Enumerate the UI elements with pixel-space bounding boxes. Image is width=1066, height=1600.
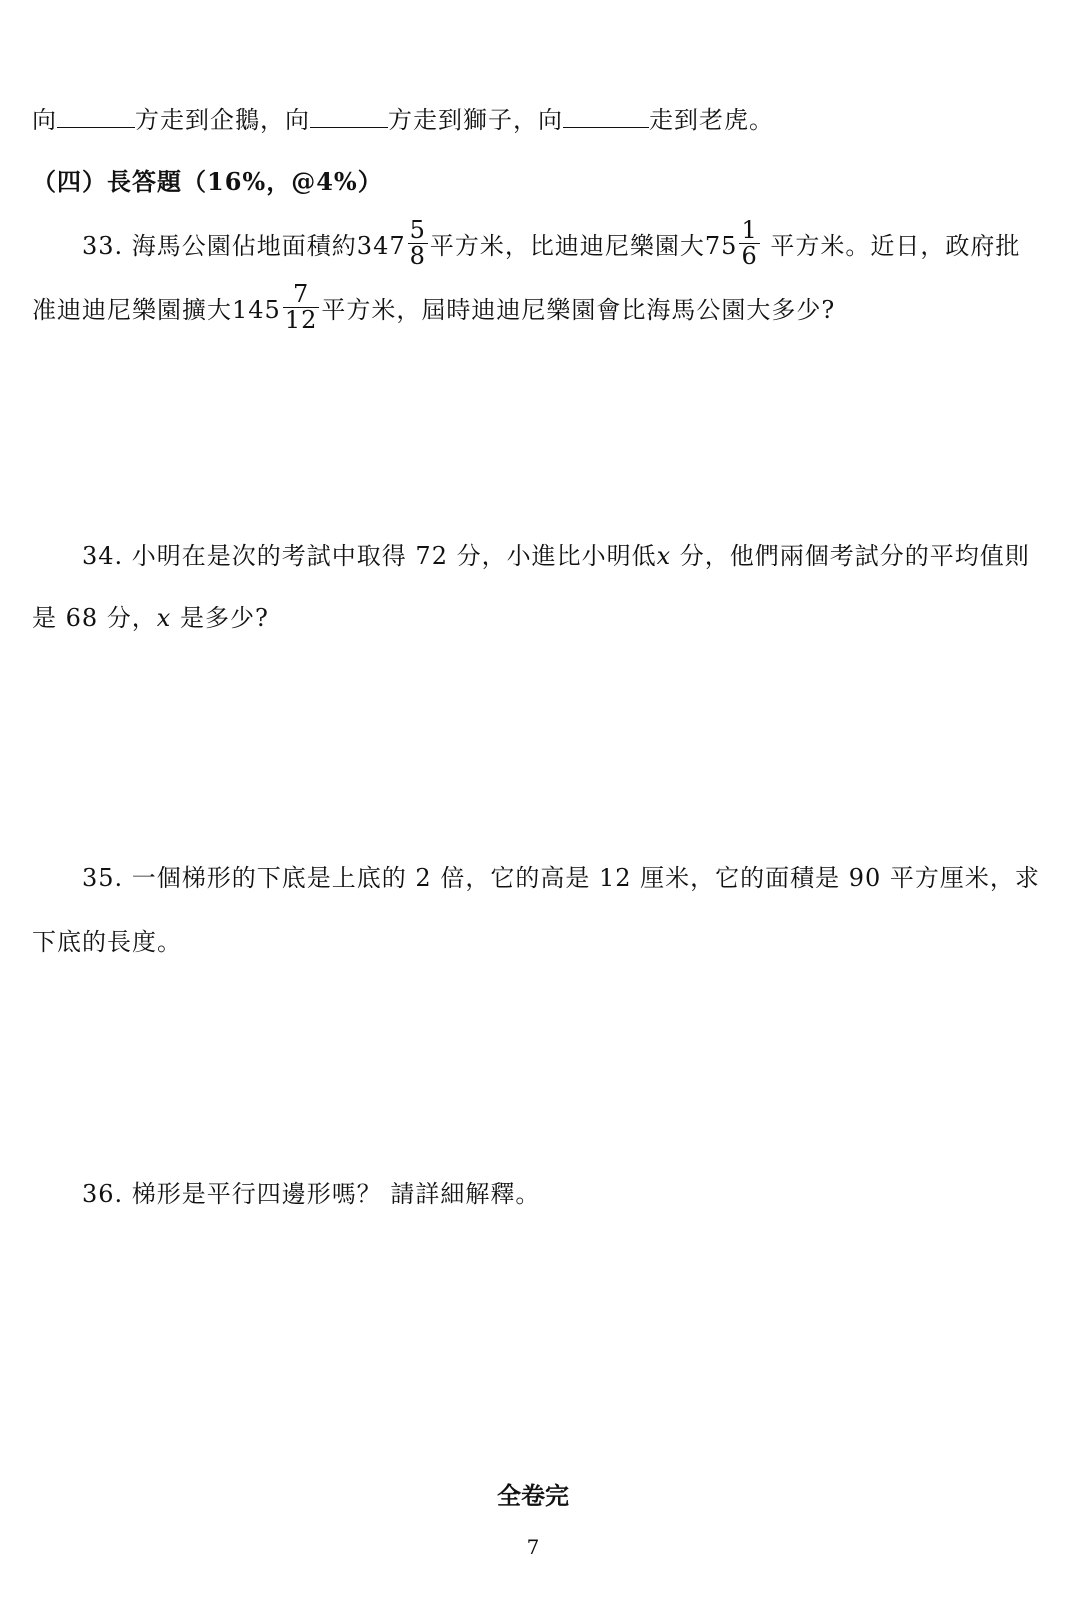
answer-blank-3[interactable] — [563, 105, 649, 128]
question-35-line-2: 下底的長度。 — [32, 928, 182, 956]
q33-text-f: 平方米，屆時迪迪尼樂園會比海馬公園大多少? — [321, 296, 836, 325]
q34-variable-1: x — [656, 542, 672, 570]
q33-whole-2: 75 — [704, 232, 738, 261]
q33-whole-3: 145 — [232, 296, 281, 325]
page-number: 7 — [526, 1535, 540, 1559]
q33-fraction-1 — [408, 218, 428, 269]
q34-variable-2: x — [156, 604, 172, 632]
q33-fraction-2 — [739, 218, 759, 269]
directions-text-2: 方走到企鵝，向 — [135, 106, 310, 134]
q33-text-b: 平方米，比迪迪尼樂園大 — [429, 232, 705, 261]
question-34-line-1 — [82, 536, 1030, 571]
q34-text-d: 是多少? — [171, 604, 269, 632]
answer-blank-2[interactable] — [310, 105, 388, 128]
q33-den-1: 8 — [409, 242, 426, 271]
question-36-line-1: 36. 梯形是平行四邊形嗎？ 請詳細解釋。 — [82, 1180, 541, 1208]
q33-text-e: 准迪迪尼樂園擴大 — [32, 296, 232, 325]
q34-text-c: 是 68 分， — [32, 604, 157, 632]
q33-num-1: 5 — [409, 216, 426, 244]
question-35-line-1: 35. 一個梯形的下底是上底的 2 倍，它的高是 12 厘米，它的面積是 90 平方厘米，求 — [82, 864, 1040, 892]
directions-text-3: 方走到獅子，向 — [388, 106, 563, 134]
q33-num-3: 7 — [292, 280, 310, 308]
section-title: （四）長答題（16%，@4%） — [32, 167, 383, 196]
q33-den-3: 12 — [284, 306, 318, 335]
q33-whole-1: 347 — [356, 232, 406, 261]
q33-text-c: 平方米。近日，政府批 — [761, 232, 1021, 261]
question-33-line-2 — [32, 280, 836, 337]
directions-line — [32, 100, 774, 135]
q33-num-2: 1 — [741, 216, 758, 244]
q34-text-a: 34. 小明在是次的考試中取得 72 分，小進比小明低 — [82, 542, 657, 570]
directions-text-4: 走到老虎。 — [649, 106, 774, 134]
q34-text-b: 分，他們兩個考試分的平均值則 — [671, 542, 1030, 570]
q33-fraction-3 — [283, 282, 320, 333]
directions-text-1: 向 — [32, 106, 57, 134]
answer-blank-1[interactable] — [57, 105, 135, 128]
end-of-paper: 全卷完 — [497, 1481, 569, 1510]
q33-text-a: 33. 海馬公園佔地面積約 — [82, 232, 357, 261]
question-34-line-2 — [32, 598, 269, 633]
q33-den-2: 6 — [741, 242, 758, 271]
question-33-line-1 — [82, 216, 1021, 273]
